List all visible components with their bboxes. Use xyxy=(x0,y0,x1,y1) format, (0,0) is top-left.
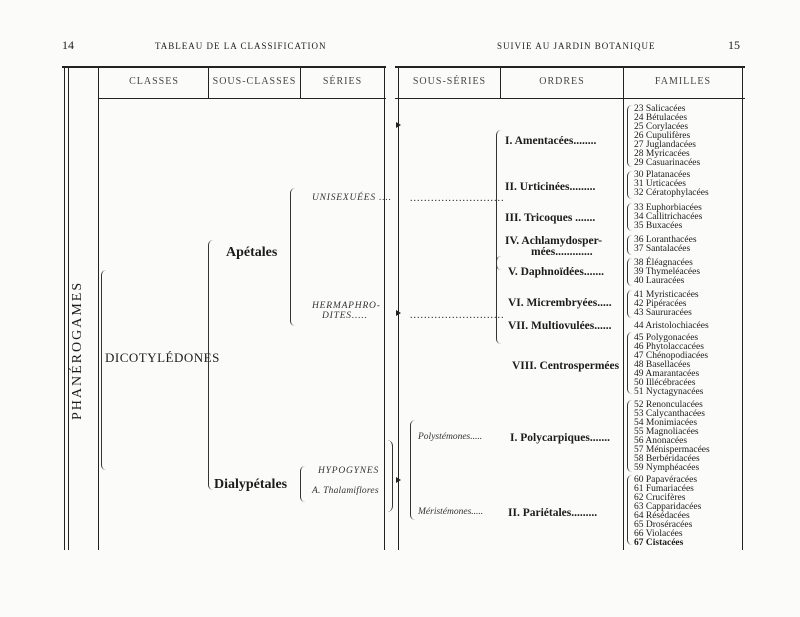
famille-item: 51 Nyctagynacées xyxy=(634,387,704,397)
famille-item: 37 Santalacées xyxy=(634,244,691,254)
famille-item: 46 Phytolaccacées xyxy=(634,342,704,352)
ordre-daphnoidees: V. Daphnoïdées....... xyxy=(508,266,604,278)
right-page-number: 15 xyxy=(728,38,740,52)
serie-thalamiflores: A. Thalamiflores xyxy=(312,486,379,496)
famille-item: 67 Cistacées xyxy=(634,538,684,548)
ordre-polycarpiques: I. Polycarpiques....... xyxy=(510,432,610,444)
brace-phanerogames xyxy=(101,270,106,470)
frame-left-1 xyxy=(64,66,65,550)
column-header-classes: CLASSES xyxy=(129,76,179,87)
famille-item: 32 Cératophylacées xyxy=(634,188,709,198)
famille-item: 56 Anonacées xyxy=(634,436,688,446)
brace-famille-2 xyxy=(627,171,632,199)
famille-item: 65 Droséracées xyxy=(634,520,693,530)
gutter-marker-3 xyxy=(396,477,401,483)
famille-item: 53 Calycanthacées xyxy=(634,409,705,419)
brace-famille-10 xyxy=(627,475,632,545)
famille-item: 34 Callitrichacées xyxy=(634,212,703,222)
ordre-achlamydospermees-1: IV. Achlamydosper- xyxy=(505,235,603,247)
col-divider-classes xyxy=(98,66,99,550)
famille-item: 58 Berbéridacées xyxy=(634,454,700,464)
brace-famille-6 xyxy=(627,290,632,318)
famille-item: 59 Nymphéacées xyxy=(634,463,700,473)
famille-item: 44 Aristolochiacées xyxy=(634,321,709,331)
ordre-micrembryees: VI. Micrembryées..... xyxy=(508,297,612,309)
brace-famille-9 xyxy=(627,400,632,472)
column-header-sous-series: SOUS-SÉRIES xyxy=(412,76,487,87)
frame-right xyxy=(742,66,743,550)
frame-left-2 xyxy=(68,66,69,550)
ordre-centrospermees: VIII. Centrospermées xyxy=(512,360,620,372)
serie-unisexuees: UNISEXUÉES .... xyxy=(312,193,392,203)
left-page-number: 14 xyxy=(62,38,74,52)
famille-item: 39 Thymeléacées xyxy=(634,267,701,277)
famille-item: 33 Euphorbiacées xyxy=(634,203,702,213)
gutter-marker-2 xyxy=(396,310,401,316)
brace-dicotyledones xyxy=(208,240,213,490)
brace-apetales xyxy=(290,188,295,326)
famille-item: 43 Saururacées xyxy=(634,308,692,318)
ordre-multiovulees: VII. Multiovulées...... xyxy=(508,320,612,332)
right-running-title: SUIVIE AU JARDIN BOTANIQUE xyxy=(497,41,656,51)
leader-unisexuees: ........................... xyxy=(410,193,505,204)
famille-item: 40 Lauracées xyxy=(634,276,685,286)
top-rule-right xyxy=(395,66,745,68)
brace-dialypetales xyxy=(300,466,305,502)
famille-item: 48 Basellacées xyxy=(634,360,691,370)
sous-classe-apetales: Apétales xyxy=(226,245,278,260)
famille-item: 23 Salicacées xyxy=(634,104,686,114)
famille-item: 57 Ménispermacées xyxy=(634,445,710,455)
header-rule-left xyxy=(98,98,386,99)
famille-item: 52 Renonculacées xyxy=(634,400,703,410)
column-header-sous-classes: SOUS-CLASSES xyxy=(212,76,297,87)
famille-item: 28 Myricacées xyxy=(634,149,690,159)
famille-item: 27 Juglandacées xyxy=(634,140,696,150)
famille-item: 38 Éléagnacées xyxy=(634,258,693,268)
famille-item: 54 Monimiacées xyxy=(634,418,698,428)
header-rule-right xyxy=(395,98,745,99)
brace-hermaphrodites xyxy=(496,256,501,344)
left-running-title: TABLEAU DE LA CLASSIFICATION xyxy=(155,41,327,51)
famille-item: 55 Magnoliacées xyxy=(634,427,699,437)
famille-item: 41 Myristicacées xyxy=(634,290,699,300)
ordre-amentacees: I. Amentacées........ xyxy=(505,135,597,147)
famille-item: 26 Cupulifères xyxy=(634,131,691,141)
col-divider-ordres xyxy=(623,66,624,550)
column-header-familles: FAMILLES xyxy=(654,76,712,87)
serie-hermaphrodites-line2: DITES..... xyxy=(322,311,368,321)
brace-hypogynes xyxy=(386,440,393,512)
column-header-ordres: ORDRES xyxy=(539,76,585,87)
famille-item: 49 Amarantacées xyxy=(634,369,700,379)
famille-item: 35 Buxacées xyxy=(634,221,683,231)
famille-item: 61 Fumariacées xyxy=(634,484,694,494)
side-label-phanerogames: PHANÉROGAMES xyxy=(70,280,85,420)
ordre-achlamydospermees-2: mées............. xyxy=(531,246,593,258)
serie-hypogynes: HYPOGYNES xyxy=(318,466,380,476)
famille-item: 29 Casuarinacées xyxy=(634,158,701,168)
famille-item: 50 Illécébracées xyxy=(634,378,696,388)
famille-item: 64 Résédacées xyxy=(634,511,690,521)
brace-famille-5 xyxy=(627,258,632,286)
column-header-series: SÉRIES xyxy=(322,76,363,87)
famille-item: 66 Violacées xyxy=(634,529,683,539)
col-divider-gutter-left xyxy=(384,66,385,550)
sous-serie-meristemones: Méristémones..... xyxy=(418,507,484,517)
ordre-urticinees: II. Urticinées......... xyxy=(505,181,596,193)
famille-item: 31 Urticacées xyxy=(634,179,686,189)
leader-hermaphrodites: ........................... xyxy=(410,310,505,321)
sous-serie-polystemones: Polystémones..... xyxy=(418,432,483,442)
brace-famille-8 xyxy=(627,332,632,394)
famille-item: 60 Papavéracées xyxy=(634,475,698,485)
top-rule-left xyxy=(62,66,386,68)
brace-famille-4 xyxy=(627,235,632,255)
famille-item: 30 Platanacées xyxy=(634,170,691,180)
famille-item: 63 Capparidacées xyxy=(634,502,702,512)
brace-famille-1 xyxy=(627,105,632,167)
famille-item: 36 Loranthacées xyxy=(634,235,697,245)
famille-item: 42 Pipéracées xyxy=(634,299,687,309)
serie-hermaphrodites-line1: HERMAPHRO- xyxy=(312,301,381,311)
famille-item: 47 Chénopodiacées xyxy=(634,351,709,361)
gutter-marker-1 xyxy=(396,122,401,128)
famille-item: 62 Crucifères xyxy=(634,493,686,503)
famille-item: 45 Polygonacées xyxy=(634,333,699,343)
famille-item: 24 Bétulacées xyxy=(634,113,688,123)
brace-unisexuees xyxy=(496,130,501,270)
ordre-parietales: II. Pariétales......... xyxy=(508,507,598,519)
brace-thalamiflores xyxy=(410,420,415,520)
classe-dicotyledones: DICOTYLÉDONES xyxy=(105,350,220,365)
sous-classe-dialypetales: Dialypétales xyxy=(214,477,288,492)
famille-item: 25 Corylacées xyxy=(634,122,689,132)
ordre-tricoques: III. Tricoques ....... xyxy=(505,212,596,224)
brace-famille-3 xyxy=(627,203,632,231)
